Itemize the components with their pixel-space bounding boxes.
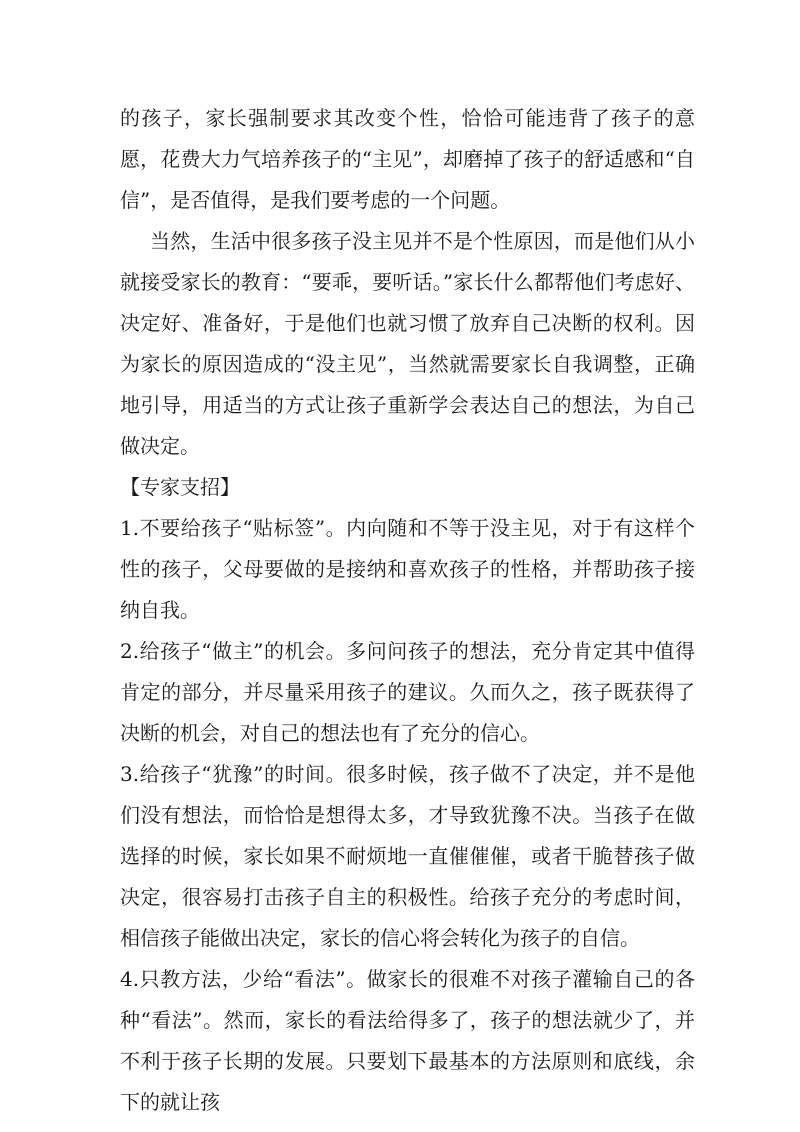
tip-item-2: 2.给孩子“做主”的机会。多问问孩子的想法，充分肯定其中值得肯定的部分，并尽量采用孩子的建议。久而久之，孩子既获得了决断的机会，对自己的想法也有了充分的信心。	[120, 639, 695, 745]
tip-item-3: 3.给孩子“犹豫”的时间。很多时候，孩子做不了决定，并不是他们没有想法，而恰恰是想得太多，才导致犹豫不决。当孩子在做选择的时候，家长如果不耐烦地一直催催催，或者干脆替孩子做决定，很容易打击孩子自主的积极性。给孩子充分的考虑时间，相信孩子能做出决定，家长的信心将会转化为孩子的自信。	[120, 762, 695, 950]
section-heading-expert-tips: 【专家支招】	[120, 475, 240, 499]
tip-item-4: 4.只教方法，少给“看法”。做家长的很难不对孩子灌输自己的各种“看法”。然而，家长的看法给得多了，孩子的想法就少了，并不利于孩子长期的发展。只要划下最基本的方法原则和底线，余下的就让孩	[120, 967, 695, 1114]
paragraph-cause: 当然，生活中很多孩子没主见并不是个性原因，而是他们从小就接受家长的教育：“要乖，要听话。”家长什么都帮他们考虑好、决定好、准备好，于是他们也就习惯了放弃自己决断的权利。因为家长的原因造成的“没主见”，当然就需要家长自我调整，正确地引导，用适当的方式让孩子重新学会表达自己的想法，为自己做决定。	[120, 229, 695, 458]
tip-item-1: 1.不要给孩子“贴标签”。内向随和不等于没主见，对于有这样个性的孩子，父母要做的是接纳和喜欢孩子的性格，并帮助孩子接纳自我。	[120, 516, 695, 622]
document-body	[120, 98, 695, 1123]
paragraph-continuation: 的孩子，家长强制要求其改变个性，恰恰可能违背了孩子的意愿，花费大力气培养孩子的“主见”，却磨掉了孩子的舒适感和“自信”，是否值得，是我们要考虑的一个问题。	[120, 106, 695, 212]
